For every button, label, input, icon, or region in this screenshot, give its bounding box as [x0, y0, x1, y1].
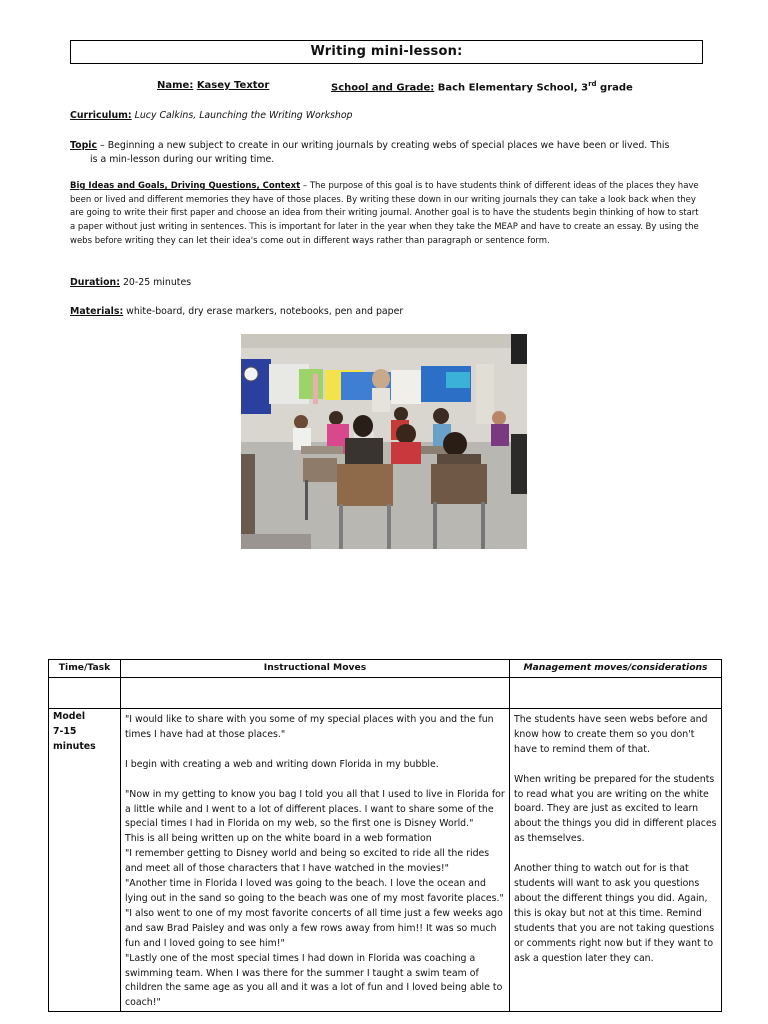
task-label: Model [53, 710, 86, 722]
task-time-unit: minutes [53, 740, 96, 752]
moves-paragraph: "I remember getting to Disney world and being so excited to ride all the rides and meet all of those characters that I have watched in the movies!" [125, 848, 490, 875]
grade-suffix: rd [588, 80, 597, 88]
materials-value: white-board, dry erase markers, notebooks, pen and paper [123, 306, 404, 317]
topic-label: Topic [70, 140, 98, 151]
table-spacer-row [49, 677, 722, 708]
topic-text: – Beginning a new subject to create in our writing journals by creating webs of special places we have been or lived. This [97, 140, 670, 151]
moves-paragraph: "I also went to one of my most favorite concerts of all time just a few weeks ago and saw Brad Paisley and was only a few rows away from him!! It was so much fun and I loved going to see him!" [125, 907, 503, 949]
topic-text-continued: is a min-lesson during our writing time. [90, 154, 275, 165]
name-value: Kasey Textor [196, 80, 270, 91]
lesson-plan-table [48, 659, 722, 1012]
big-ideas-label: Big Ideas and Goals, Driving Questions, Context [70, 181, 301, 191]
big-ideas-text: – The purpose of this goal is to have students think of different ideas of the places they have been or lived and different memories they have of those places. By writing these down in our writing journals they can take a look back when they are going to write their first paper and choose an idea from their writing journal. Another goal is to have the students begin thinking of how to start a paper without just writing in sentences. This is important for later in the year when they take the MEAP and have to create an essay. By using the webs before writing they can let their idea's come out in different ways rather than paragraph or sentence form. [70, 181, 699, 246]
school-label: School and Grade: [331, 82, 435, 94]
management-paragraph: Another thing to watch out for is that students will want to ask you questions about the different things you did. Again, this is okay but not at this time. Remind students that you are not taking questions or comments right now but if they want to ask a question later they can. [514, 863, 715, 964]
moves-paragraph: This is all being written up on the white board in a web formation [125, 833, 432, 845]
header-time-task: Time/Task [49, 660, 121, 678]
management-paragraph: When writing be prepared for the students to read what you are writing on the white board. They are just as excited to learn about the things you did in different places as themselves. [514, 773, 717, 845]
materials-line [70, 305, 702, 319]
topic-paragraph [70, 139, 702, 167]
curriculum-label: Curriculum: [70, 110, 132, 121]
moves-paragraph: "Now in my getting to know you bag I told you all that I used to live in Florida for a little while and I went to a lot of different places. I want to share some of the special times I had in Florida on my web, so the first one is Disney World." [125, 788, 505, 830]
management-cell [510, 708, 722, 1011]
grade-word: grade [596, 82, 633, 94]
header-management-moves: Management moves/considerations [510, 660, 722, 678]
classroom-photo [241, 334, 527, 549]
duration-label: Duration: [70, 277, 120, 288]
name-field [157, 80, 269, 91]
document-title: Writing mini-lesson: [70, 40, 703, 64]
table-header-row [49, 660, 722, 678]
materials-label: Materials: [70, 306, 124, 317]
moves-paragraph: "Lastly one of the most special times I had down in Florida was coaching a swimming team. When I was there for the summer I taught a swim team of children the same age as you all and it was a lot of fun and I loved being able to coach!" [125, 952, 503, 1009]
instructional-moves-cell [121, 708, 510, 1011]
management-paragraph: The students have seen webs before and know how to create them so you don't have to remind them of that. [514, 713, 708, 755]
school-grade-field [331, 80, 633, 93]
task-time: 7-15 [53, 725, 77, 737]
curriculum-line [70, 109, 702, 123]
moves-paragraph: "I would like to share with you some of my special places with you and the fun times I have had at those places." [125, 713, 494, 740]
curriculum-value: Lucy Calkins, Launching the Writing Workshop [134, 110, 353, 121]
school-value: Bach Elementary School, 3 [437, 82, 589, 94]
classroom-photo-drawing [241, 334, 527, 549]
table-row [49, 708, 722, 1011]
moves-paragraph: "Another time in Florida I loved was going to the beach. I love the ocean and lying out in the sand so going to the beach was one of my most favorite places." [125, 878, 504, 904]
duration-line [70, 276, 702, 290]
name-label: Name: [157, 80, 194, 91]
task-cell [49, 708, 121, 1011]
big-ideas-paragraph [70, 180, 702, 249]
moves-paragraph: I begin with creating a web and writing down Florida in my bubble. [125, 758, 439, 770]
duration-value: 20-25 minutes [119, 277, 192, 288]
header-instructional-moves: Instructional Moves [121, 660, 510, 678]
